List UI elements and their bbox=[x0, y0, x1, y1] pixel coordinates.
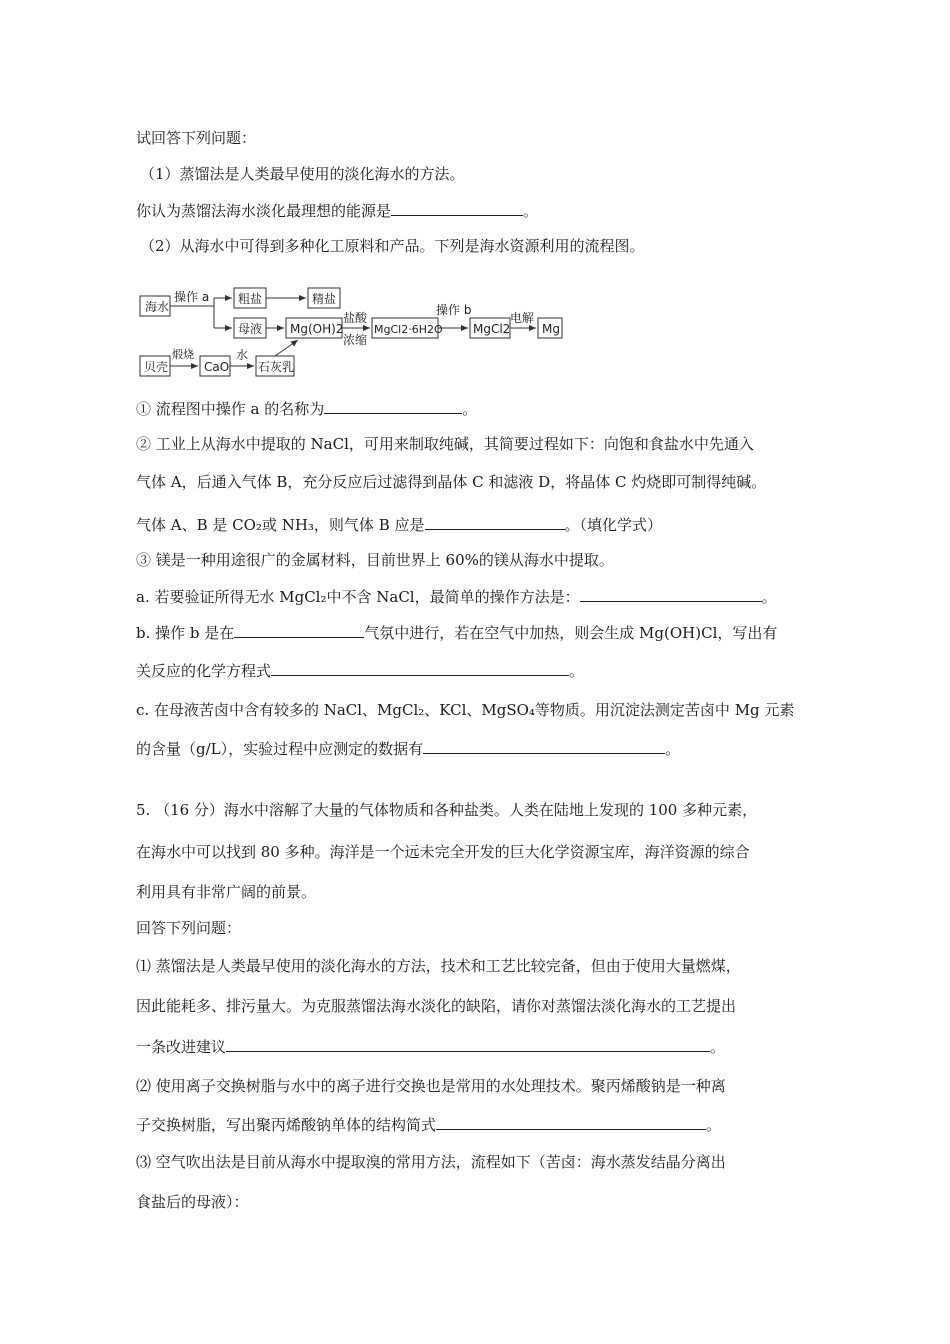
hcl-label: 盐酸 bbox=[343, 311, 368, 325]
refined-salt-label: 精盐 bbox=[312, 292, 337, 306]
sub-question-2-line-2: 气体 A，后通入气体 B，充分反应后过滤得到晶体 C 和滤液 D，将晶体 C 灼烧即可制得纯碱。 bbox=[136, 473, 767, 491]
question-5-line-3: 利用具有非常广阔的前景。 bbox=[136, 883, 317, 901]
calcine-label: 煅烧 bbox=[172, 348, 194, 361]
concentrate-label: 浓缩 bbox=[343, 333, 368, 347]
part-2-line-2 bbox=[136, 1114, 721, 1135]
arrow-lime-to-mgoh2 bbox=[275, 340, 298, 356]
electrolysis-label: 电解 bbox=[510, 311, 535, 325]
prompt-text: 你认为蒸馏法海水淡化最理想的能源是 bbox=[136, 202, 392, 220]
prompt-text: 关反应的化学方程式 bbox=[136, 662, 272, 680]
sub-question-3a bbox=[136, 586, 777, 607]
question-1-text: （1）蒸馏法是人类最早使用的淡化海水的方法。 bbox=[140, 165, 465, 183]
sub-question-3b-cont bbox=[136, 660, 584, 681]
answer-blank[interactable] bbox=[226, 1036, 710, 1052]
prompt-text: a. 若要验证所得无水 MgCl₂中不含 NaCl，最简单的操作方法是： bbox=[136, 588, 580, 606]
question-5-ask: 回答下列问题： bbox=[136, 919, 242, 937]
sub-question-3b bbox=[136, 622, 777, 643]
mother-liquor-label: 母液 bbox=[238, 322, 263, 336]
answer-blank[interactable] bbox=[423, 738, 665, 754]
prompt-end: 。 bbox=[523, 202, 539, 220]
prompt-text-cont: 气氛中进行，若在空气中加热，则会生成 Mg(OH)Cl，写出有 bbox=[364, 624, 778, 642]
answer-blank[interactable] bbox=[391, 200, 523, 216]
op-b-label: 操作 b bbox=[436, 303, 472, 317]
answer-blank[interactable] bbox=[580, 586, 762, 602]
shell-label: 贝壳 bbox=[144, 360, 169, 374]
question-5-line-2: 在海水中可以找到 80 多种。海洋是一个远未完全开发的巨大化学资源宝库，海洋资源的综合 bbox=[136, 843, 750, 861]
lime-milk-label: 石灰乳 bbox=[258, 360, 295, 374]
part-3-line-2: 食盐后的母液）： bbox=[136, 1193, 249, 1211]
question-5-line-1: 5. （16 分）海水中溶解了大量的气体物质和各种盐类。人类在陆地上发现的 100 多种元素， bbox=[136, 801, 758, 819]
sub-question-2-line-1: ② 工业上从海水中提取的 NaCl，可用来制取纯碱，其简要过程如下：向饱和食盐水中先通入 bbox=[136, 435, 754, 453]
prompt-text: 一条改进建议 bbox=[136, 1038, 227, 1056]
answer-blank[interactable] bbox=[324, 398, 462, 414]
mgoh2-label: Mg(OH)2 bbox=[290, 322, 344, 336]
prompt-end: 。 bbox=[710, 1038, 726, 1056]
answer-blank[interactable] bbox=[436, 1114, 706, 1130]
crude-salt-label: 粗盐 bbox=[238, 292, 263, 306]
prompt-text: 气体 A、B 是 CO₂或 NH₃，则气体 B 应是 bbox=[136, 516, 425, 534]
prompt-text: b. 操作 b 是在 bbox=[136, 624, 235, 642]
part-1-line-3 bbox=[136, 1036, 725, 1057]
part-3-line-1: ⑶ 空气吹出法是目前从海水中提取溴的常用方法，流程如下（苦卤：海水蒸发结晶分离出 bbox=[136, 1153, 726, 1171]
answer-blank[interactable] bbox=[425, 514, 565, 530]
question-2-text: （2）从海水中可得到多种化工原料和产品。下列是海水资源利用的流程图。 bbox=[140, 237, 645, 255]
mgcl2-label: MgCl2 bbox=[473, 322, 511, 336]
cao-label: CaO bbox=[204, 360, 230, 374]
prompt-end: 。 bbox=[569, 662, 585, 680]
part-2-line-1: ⑵ 使用离子交换树脂与水中的离子进行交换也是常用的水处理技术。聚丙烯酸钠是一种离 bbox=[136, 1077, 726, 1095]
sub-question-3c: c. 在母液苦卤中含有较多的 NaCl、MgCl₂、KCl、MgSO₄等物质。用沉淀法测定苦卤中 Mg 元素 bbox=[136, 701, 795, 719]
prompt-text: 子交换树脂，写出聚丙烯酸钠单体的结构简式 bbox=[136, 1116, 437, 1134]
part-1-line-2: 因此能耗多、排污量大。为克服蒸馏法海水淡化的缺陷，请你对蒸馏法淡化海水的工艺提出 bbox=[136, 997, 737, 1015]
answer-blank[interactable] bbox=[234, 622, 364, 638]
op-a-label: 操作 a bbox=[174, 290, 210, 304]
sub-question-3c-cont bbox=[136, 738, 680, 759]
prompt-end: 。 bbox=[706, 1116, 722, 1134]
prompt-end: 。 bbox=[761, 588, 777, 606]
sub-question-3-text: ③ 镁是一种用途很广的金属材料，目前世界上 60%的镁从海水中提取。 bbox=[136, 551, 614, 569]
prompt-end: 。（填化学式） bbox=[564, 516, 663, 534]
prompt-text: ① 流程图中操作 a 的名称为 bbox=[136, 400, 325, 418]
intro-text: 试回答下列问题： bbox=[136, 129, 257, 147]
sub-question-1 bbox=[136, 398, 477, 419]
question-1-prompt bbox=[136, 200, 538, 221]
prompt-text: 的含量（g/L），实验过程中应测定的数据有 bbox=[136, 740, 424, 758]
seawater-label: 海水 bbox=[145, 300, 170, 314]
part-1-line-1: ⑴ 蒸馏法是人类最早使用的淡化海水的方法，技术和工艺比较完备，但由于使用大量燃煤， bbox=[136, 957, 741, 975]
prompt-end: 。 bbox=[462, 400, 478, 418]
seawater-flow-diagram bbox=[138, 286, 578, 382]
sub-question-2-line-3 bbox=[136, 514, 662, 535]
answer-blank[interactable] bbox=[271, 660, 569, 676]
mgcl2-6h2o-label: MgCl2·6H2O bbox=[374, 323, 443, 336]
mg-label: Mg bbox=[542, 322, 560, 336]
water-label: 水 bbox=[236, 348, 249, 362]
prompt-end: 。 bbox=[665, 740, 681, 758]
